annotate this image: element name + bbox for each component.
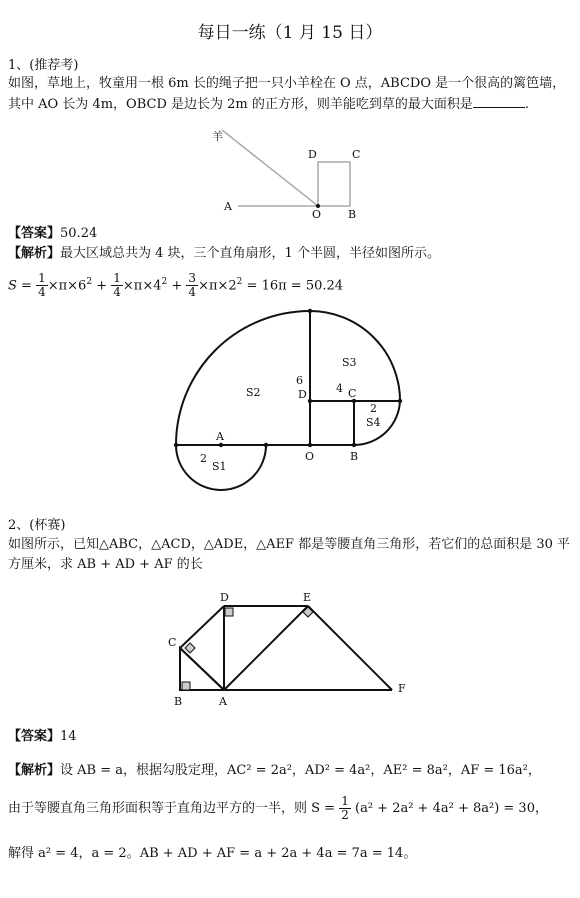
- q1-analysis: [8, 244, 440, 264]
- right-angle-c: [185, 643, 195, 653]
- label-e3: E: [303, 591, 312, 604]
- analysis-line1: 设 AB = a，根据勾股定理，AC² = 2a²，AD² = 4a²，AE² = 8a²，AF = 16a²，: [60, 763, 541, 778]
- q1-figure-fence: [200, 120, 380, 220]
- analysis-line2-post: (a² + 2a² + 4a² + 8a²) = 30，: [355, 801, 548, 816]
- label-d2: D: [298, 388, 307, 401]
- q1-text-body: 如图，草地上，牧童用一根 6m 长的绳子把一只小羊栓在 O 点，ABCDO 是一个很高的篱笆墙，其中 AO 长为 4m，OBCD 是边长为 2m 的正方形，则羊能吃到草的最大面积是: [8, 76, 566, 112]
- label-d: D: [308, 148, 317, 161]
- label-r4: 4: [336, 382, 343, 395]
- frac-2: $\frac{1}{4}$: [113, 271, 121, 300]
- analysis-label: 【解析】: [8, 763, 61, 778]
- label-b3: B: [174, 695, 183, 708]
- answer-value: 50.24: [60, 226, 98, 241]
- label-c: C: [352, 148, 361, 161]
- label-s1: S1: [212, 460, 227, 473]
- q2-analysis-line1: [8, 761, 541, 781]
- label-c2: C: [348, 387, 357, 400]
- label-s3: S3: [342, 356, 357, 369]
- q2-analysis-line2: [8, 791, 548, 827]
- analysis-line2-pre: 由于等腰直角三角形面积等于直角边平方的一半，则 S =: [8, 801, 336, 816]
- q1-formula: S = $\frac{1}{4}$ $\times\pi\times 6^2$ + $\frac{1}{4}$ $\times\pi\times 4^2$ + $\frac{3}{4}$ $\times\pi\times 2^2 = 16\pi = 50.24$: [8, 271, 344, 300]
- right-angle-d: [225, 608, 233, 616]
- answer-label: 【答案】: [8, 729, 61, 744]
- label-a2: A: [216, 430, 224, 443]
- term-1: ×π×6: [47, 278, 87, 294]
- rope-line: [222, 130, 318, 206]
- label-a3: A: [219, 695, 227, 708]
- label-sheep: 羊: [212, 130, 223, 143]
- label-r2-right: 2: [370, 402, 377, 415]
- term-2: ×π×4: [122, 278, 162, 294]
- answer-value: 14: [60, 729, 77, 744]
- answer-label: 【答案】: [8, 226, 61, 241]
- analysis-label: 【解析】: [8, 246, 61, 261]
- formula-lhs: S =: [8, 278, 32, 294]
- fence-square: [318, 162, 350, 206]
- label-c3: C: [168, 636, 177, 649]
- q2-analysis-line3: 解得 a² = 4，a = 2。AB + AD + AF = a + 2a + 4a = 7a = 14。: [8, 846, 417, 861]
- q1-text-end: .: [524, 97, 529, 112]
- term-3: ×π×2: [198, 278, 237, 294]
- frac-1: $\frac{1}{4}$: [38, 271, 46, 300]
- formula-result: = 16π = 50.24: [246, 278, 344, 294]
- q2-figure-triangles: [160, 588, 420, 710]
- page-title: 每日一练（1 月 15 日）: [197, 23, 383, 43]
- label-o: O: [312, 208, 322, 220]
- frac-half: $\frac{1}{2}$: [341, 794, 349, 822]
- label-b: B: [348, 208, 357, 220]
- label-f3: F: [398, 682, 406, 695]
- label-d3: D: [220, 591, 229, 604]
- q1-text: [8, 74, 574, 115]
- label-r2-semi: 2: [200, 452, 207, 465]
- label-r6: 6: [296, 374, 303, 387]
- label-s2: S2: [246, 386, 261, 399]
- label-s4: S4: [366, 416, 381, 429]
- q2-heading: 2、(杯赛): [8, 518, 66, 533]
- q1-figure-regions: [160, 300, 420, 500]
- label-a: A: [224, 200, 232, 213]
- analysis-text: 最大区域总共为 4 块，三个直角扇形，1 个半圆，半径如图所示。: [60, 246, 440, 261]
- label-b2: B: [350, 450, 359, 463]
- q2-text: 如图所示，已知△ABC，△ACD，△ADE，△AEF 都是等腰直角三角形，若它们的总面积是 30 平方厘米，求 AB + AD + AF 的长: [8, 537, 571, 572]
- answer-blank: [473, 94, 525, 108]
- frac-3: $\frac{3}{4}$: [188, 271, 197, 300]
- q2-answer: [8, 727, 77, 747]
- label-o2: O: [305, 450, 315, 463]
- q1-answer: [8, 224, 97, 244]
- q1-heading: 1、(推荐考): [8, 58, 79, 73]
- right-angle-b: [182, 682, 190, 690]
